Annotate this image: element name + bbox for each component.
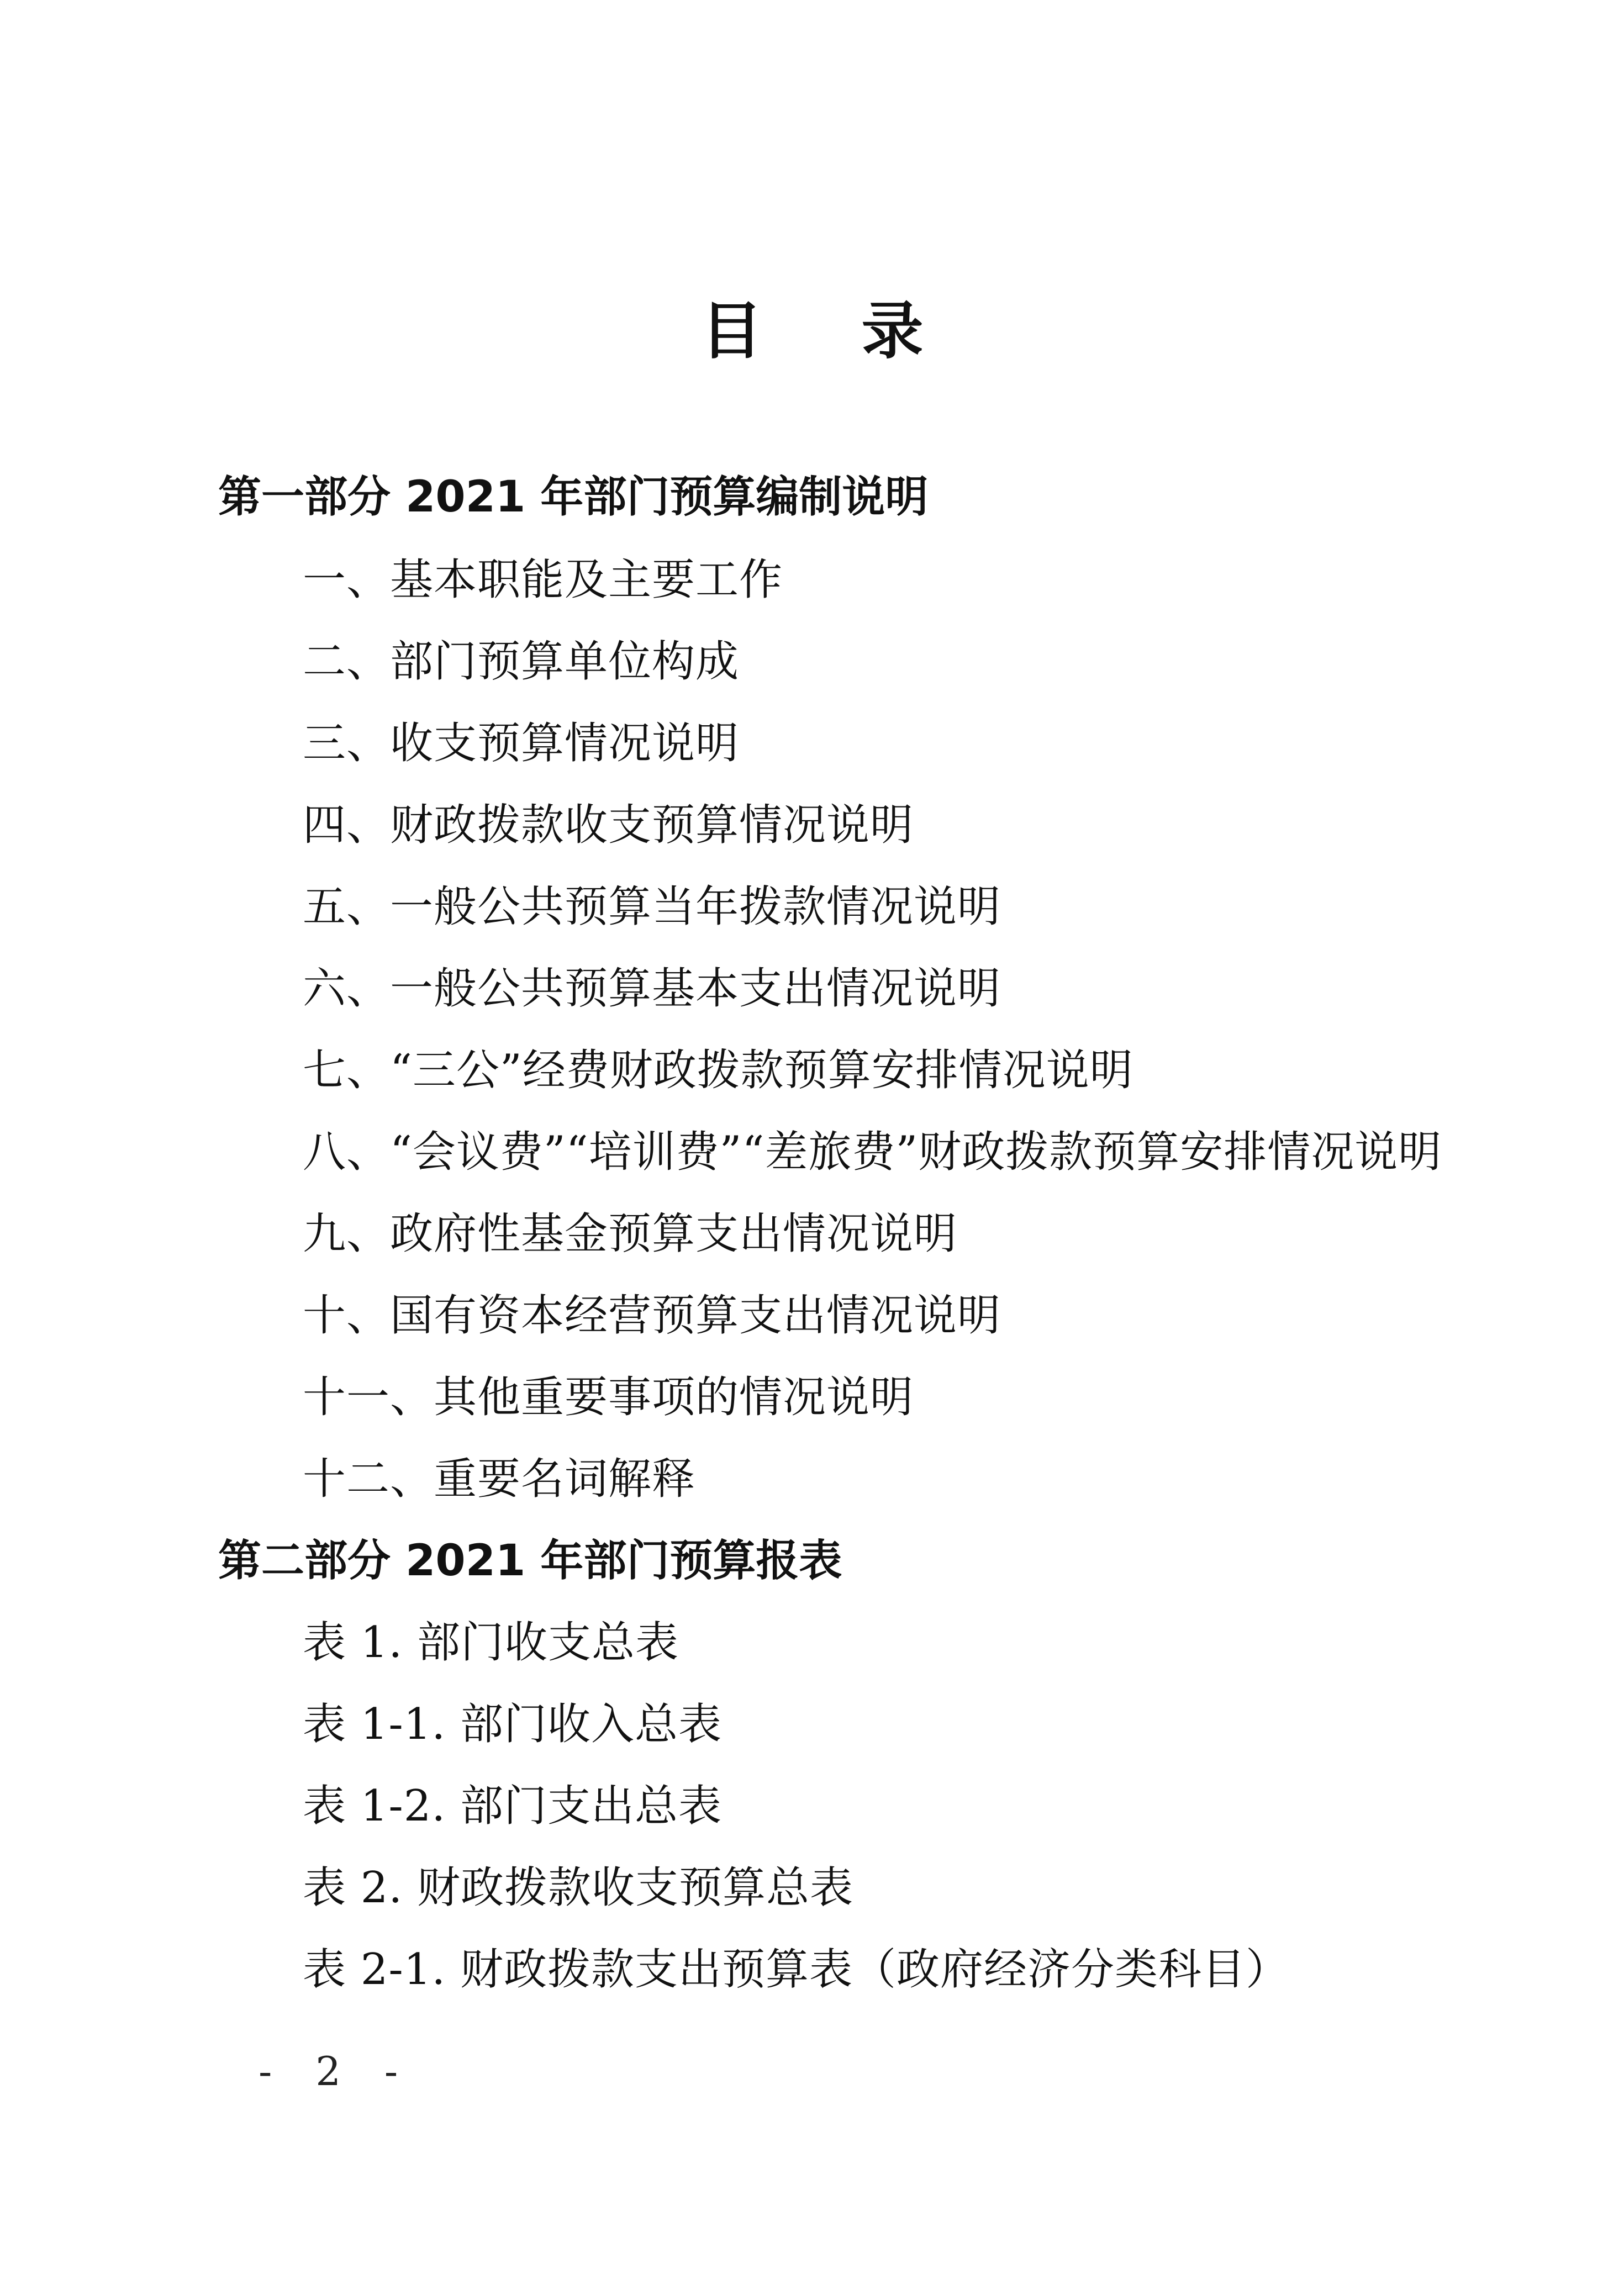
toc-item: 三、收支预算情况说明 — [303, 719, 740, 768]
toc-item: 十一、其他重要事项的情况说明 — [303, 1373, 914, 1422]
toc-item: 八、“会议费”“培训费”“差旅费”财政拨款预算安排情况说明 — [303, 1127, 1442, 1177]
page-number: - 2 - — [259, 2048, 414, 2094]
toc-item: 七、“三公”经费财政拨款预算安排情况说明 — [303, 1046, 1133, 1095]
toc-item: 表 1-1. 部门收入总表 — [303, 1700, 722, 1749]
toc-item: 表 1-2. 部门支出总表 — [303, 1781, 722, 1831]
part-2-heading: 第二部分 2021 年部门预算报表 — [218, 1536, 842, 1586]
toc-item: 二、部门预算单位构成 — [303, 637, 740, 687]
toc-item: 一、基本职能及主要工作 — [303, 555, 783, 605]
toc-item: 表 1. 部门收支总表 — [303, 1618, 679, 1668]
toc-item: 四、财政拨款收支预算情况说明 — [303, 800, 914, 850]
toc-item: 六、一般公共预算基本支出情况说明 — [303, 964, 1001, 1014]
part-1-heading: 第一部分 2021 年部门预算编制说明 — [218, 472, 929, 522]
toc-item: 五、一般公共预算当年拨款情况说明 — [303, 882, 1001, 932]
page-title: 目 录 — [700, 296, 962, 367]
toc-item: 表 2. 财政拨款收支预算总表 — [303, 1863, 854, 1913]
toc-item: 九、政府性基金预算支出情况说明 — [303, 1209, 958, 1259]
toc-item: 表 2-1. 财政拨款支出预算表（政府经济分类科目） — [303, 1945, 1289, 1994]
toc-item: 十、国有资本经营预算支出情况说明 — [303, 1291, 1001, 1341]
toc-item: 十二、重要名词解释 — [303, 1454, 696, 1504]
